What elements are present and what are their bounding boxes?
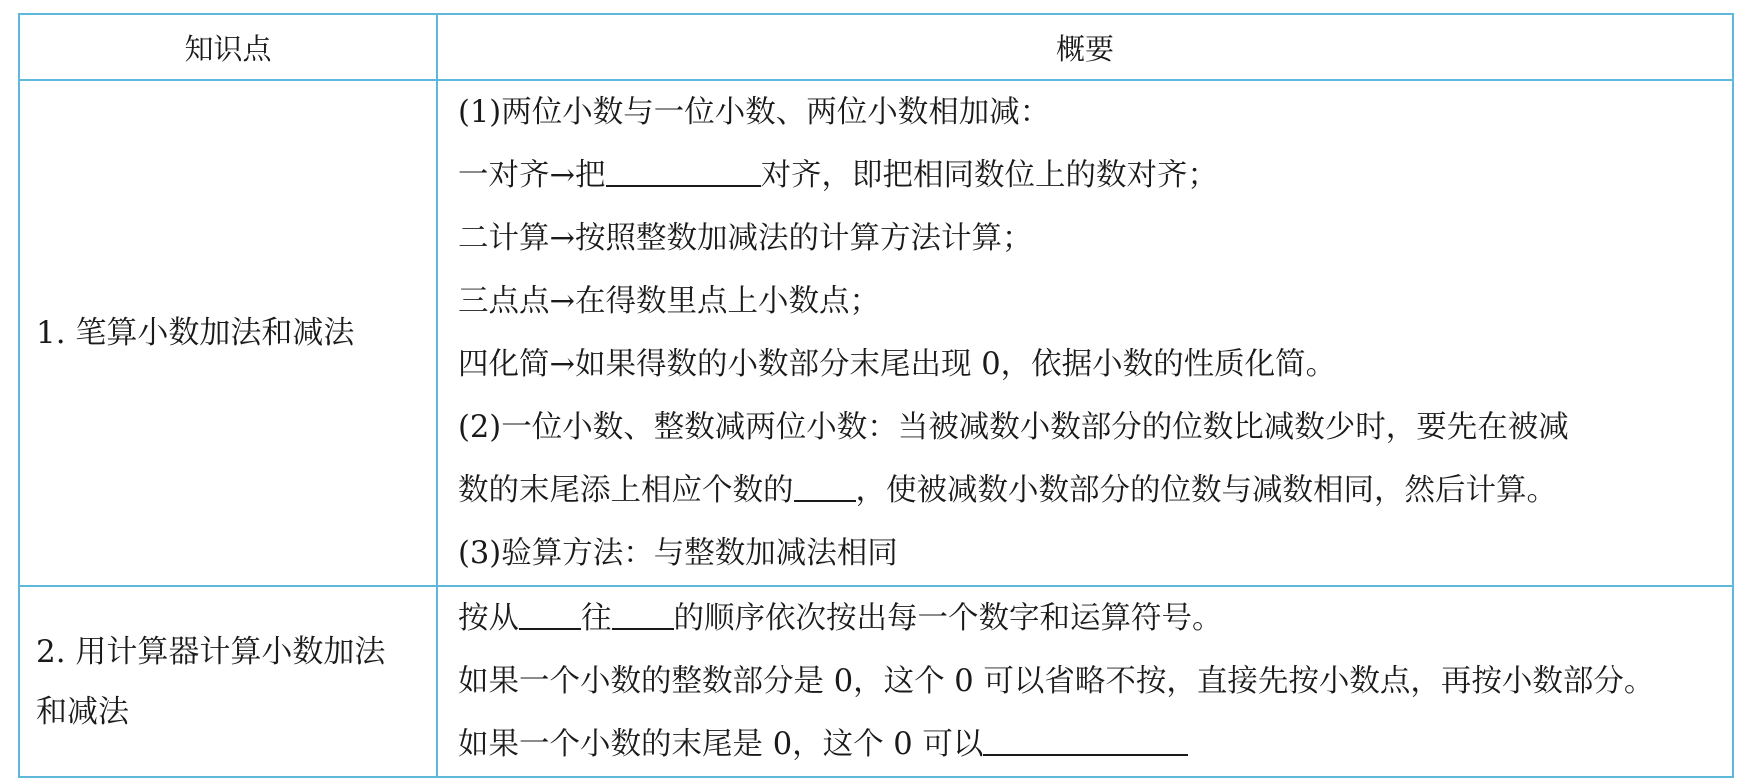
summary-line: 二计算→按照整数加减法的计算方法计算； [458, 221, 1033, 256]
topic-line: 2. 用计算器计算小数加法 [36, 633, 386, 670]
table-row [19, 586, 1733, 777]
summary-line [458, 144, 1732, 207]
topic-cell: 1. 笔算小数加法和减法 [19, 80, 437, 586]
topic-cell [19, 586, 437, 777]
summary-line: 三点点→在得数里点上小数点； [458, 284, 881, 319]
line-text: 一对齐→把 [458, 158, 606, 193]
summary-cell [437, 586, 1733, 777]
summary-line: 四化简→如果得数的小数部分末尾出现 0，依据小数的性质化简。 [458, 347, 1337, 382]
line-text: 的顺序依次按出每一个数字和运算符号。 [673, 601, 1223, 636]
summary-line: (3)验算方法：与整数加减法相同 [458, 536, 898, 571]
line-text: ，使被减数小数部分的位数与减数相同，然后计算。 [855, 473, 1557, 508]
summary-line: (2)一位小数、整数减两位小数：当被减数小数部分的位数比减数少时，要先在被减 [458, 410, 1569, 445]
summary-line: 如果一个小数的整数部分是 0，这个 0 可以省略不按，直接先按小数点，再按小数部分。 [458, 664, 1655, 699]
line-text: 如果一个小数的末尾是 0，这个 0 可以 [458, 727, 984, 762]
fill-blank[interactable] [983, 724, 1188, 756]
line-text: 数的末尾添上相应个数的 [458, 473, 794, 508]
summary-cell [437, 80, 1733, 586]
line-text: 往 [581, 601, 612, 636]
header-knowledge-point: 知识点 [19, 14, 437, 80]
topic-line: 和减法 [36, 693, 129, 730]
knowledge-summary-table [18, 13, 1734, 778]
summary-line [458, 713, 1732, 776]
fill-blank[interactable] [519, 598, 581, 630]
fill-blank[interactable] [612, 598, 674, 630]
summary-line [458, 459, 1732, 522]
summary-line [458, 587, 1732, 650]
line-text: 对齐，即把相同数位上的数对齐； [760, 158, 1219, 193]
table-row [19, 80, 1733, 586]
summary-line: (1)两位小数与一位小数、两位小数相加减： [458, 95, 1051, 130]
header-summary: 概要 [437, 14, 1733, 80]
line-text: 按从 [458, 601, 519, 636]
fill-blank[interactable] [606, 155, 761, 187]
header-row [19, 14, 1733, 80]
fill-blank[interactable] [794, 470, 856, 502]
